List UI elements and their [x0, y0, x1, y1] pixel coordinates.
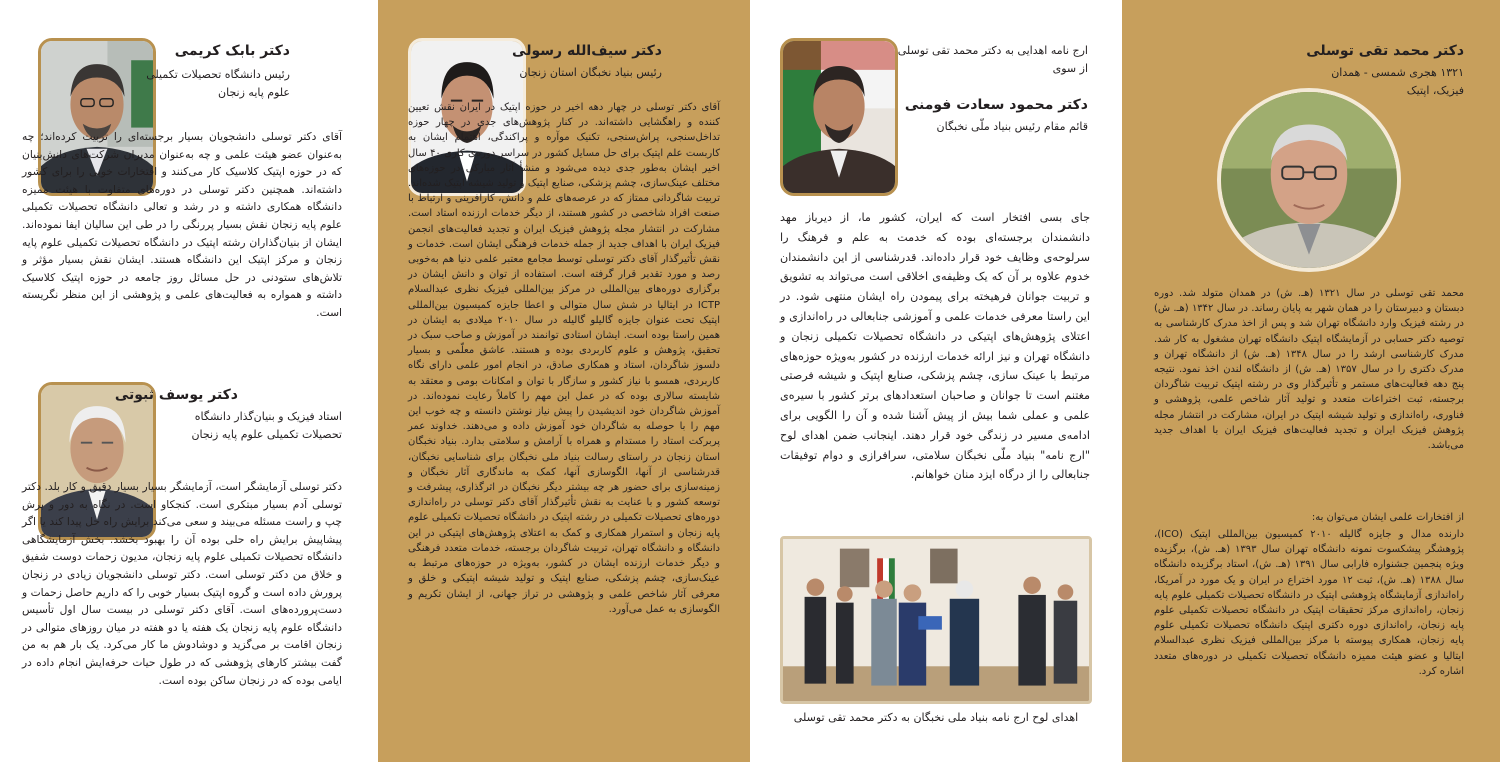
tavassoly-field: فیزیک، اپتیک: [1406, 84, 1464, 97]
portrait-tavassoly-image: [1221, 92, 1397, 268]
award-intro-line2: از سوی: [1052, 62, 1088, 75]
sobouti-statement: دکتر توسلی آزمایشگر است، آزمایشگر بسیار بسیار دقیق و کار بلد. دکتر توسلی آدم بسیار مبتکری است. کنجکاو است. در نگاه به دور و برش چپ و راست مسئله می‌بیند و سعی می‌کند برایش راه حل پیدا کند یا اگر پیشاپیش برایش راه حلی بوده آن را بهبود بخشد. بخش آزمایشگاهی دانشگاه تحصیلات تکمیلی علوم پایه زنجان، مدیون زحمات دوست شفیق و خلاق من دکتر توسلی است. دکتر توسلی دانشجویان زیادی در زنجان پرورش داده است و گروه اپتیک بسیار خوبی را که داریم حاصل زحمات و دست‌پرورده‌های است. آقای دکتر توسلی در بیست سال اول تأسیس دانشگاه علوم پایه زنجان یک هفته یا دو هفته در میان روزهای متوالی در زنجان اقامت بر می‌گزید و دوشادوش ما کار می‌کرد. یک بار هم به من گفت بیشتر کارهای پژوهشی که در طول حیات حرفه‌ایش انجام داده در ایامی بوده که در زنجان ساکن بوده است.: [22, 480, 342, 687]
photo-saadat-foumani: [780, 38, 898, 196]
karimi-role-line1: رئیس دانشگاه تحصیلات تکمیلی: [146, 68, 290, 81]
column-karimi-sobouti: [0, 0, 378, 762]
tavassoly-bio: محمد تقی توسلی در سال ۱۳۲۱ (هـ. ش) در همدان متولد شد. دوره دبستان و دبیرستان را در همان شهر به پایان رساند. در سال ۱۳۴۲ (هـ. ش) در رشته فیزیک وارد دانشگاه تهران شد و پس از اخذ مدرک کارشناسی به توصیه دکتر حسابی در آزمایشگاه اپتیک دانشگاه تهران مشغول به کار شد. مدرک کارشناسی ارشد را در سال ۱۳۴۸ (هـ. ش) از دانشگاه تهران و مدرک دکتری را در سال ۱۳۵۷ (هـ. ش) از دانشگاه لندن اخذ نمود. نتیجه پنج دهه فعالیت‌های مستمر و تأثیرگذار وی در رشته اپتیک تربیت شاگردان برجسته، ثبت اختراعات متعدد و تولید آثار شاخص علمی، پژوهشی و فناوری، راه‌اندازی و تولید شیشه اپتیک در ایران، مشارکت در انتشار مجله پژوهش فیزیک ایران و تجدید فعالیت‌های فیزیک ایران با اهداف جدید می‌باشد.: [1154, 288, 1465, 452]
rasouli-name: دکتر سیف‌الله رسولی: [512, 43, 662, 59]
saadat-foumani-role: قائم مقام رئیس بنیاد ملّی نخبگان: [936, 120, 1088, 133]
tavassoly-name: دکتر محمد تقی توسلی: [1306, 43, 1464, 59]
rasouli-statement: آقای دکتر توسلی در چهار دهه اخیر در حوزه اپتیک در ایران نقش تعیین کننده و راهگشایی داشته‌اند. در کنار پژوهش‌های جدی در چهار حوزه تداخل‌سنجی، پراش‌سنجی، تکنیک موآره و پراکندگی، اهتمام ایشان به کاربست علم اپتیک برای حل مسایل کشور در سراسر دوره‌ی کاری ۴۰ سال اخیر ایشان به‌طور جدی دیده می‌شود و منشأ آثار مبارکی در حوزه‌های مختلف عینک‌سازی، چشم پزشکی، صنایع اپتیک و تولید شیشه اپتیک شده‌اند. تربیت شاگردانی ممتاز که در عرصه‌های علم و دانش، کارآفرینی و ارتباط با صنعت افراد شاخصی در کشور هستند، از دیگر خدمات ارزنده استاد است. مشارکت در انتشار مجله پژوهش فیزیک ایران و تجدید فعالیت‌های انجمن فیزیک ایران با اهداف جدید از جمله خدمات فرهنگی ایشان است. خدمات و نقش تأثیرگذار آقای دکتر توسلی توسط مجامع معتبر علمی دنیا هم به‌خوبی رصد و مورد تقدیر قرار گرفته است. استفاده از توان و دانش ایشان در برگزاری دوره‌های بین‌المللی در مرکز بین‌المللی فیزیک نظری عبدالسلام ICTP در ایتالیا در شش سال متوالی و اعطا جایزه کمیسیون بین‌المللی اپتیک تحت عنوان جایزه گالیلو گالیله در سال ۲۰۱۰ میلادی به ایشان در همین راستا بوده است. ایشان استادی توانمند در آموزش و صاحب سبک در تحقیق، پژوهش و علوم کاربردی بوده و هستند. عاشق معلّمی و بسیار دلسوز شاگردان، استاد و همکاری صادق، در انجام امور علمی دارای نگاه کاربردی، همسو با نیاز کشور و سازگار با توان و امکانات بومی و معتقد به شایسته سالاری بوده که در عمل این مهم را کاملاً رعایت نموده‌اند. در آموزش شاگردان خود اندیشیدن را پیش نیاز نوشتن دانسته و چه خوب این مهم را با حوصله به شاگردان خود آموزش داده و می‌دهند. خداوند عمر پربرکت استاد را مستدام و همراه با آرامش و سلامتی بدارد. بنیاد نخبگان استان زنجان در راستای رسالت بنیاد ملی نخبگان برای شناسایی نخبگان، قدرشناسی از آنها، الگوسازی آنها، کمک به ماندگاری آثار نخبگان و زمینه‌سازی برای حضور هر چه بیشتر دیگر نخبگان در اثرگذاری، پیشرفت و توسعه کشور و با عنایت به نقش تأثیرگذار آقای دکتر توسلی در راه‌اندازی دوره‌های تحصیلات تکمیلی در رشته اپتیک در دانشگاه تحصیلات تکمیلی علوم پایه زنجان و استمرار همکاری و کمک به اعتلای پژوهش‌های اپتیکی در این دانشگاه و دانشگاه تهران، تربیت شاگردان برجسته، خدمات متعدد فرهنگی و دیگر خدمات ارزنده ایشان در کشور، به‌ویژه در حوزه‌های مرتبط به عینک‌سازی، چشم پزشکی، صنایع اپتیک و تولید شیشه اپتیکی و خلق و معرفی آثار شاخص علمی و پژوهشی در تراز جهانی، از ایشان تکریم و الگوسازی به عمل می‌آورد.: [408, 102, 720, 615]
karimi-name: دکتر بابک کریمی: [174, 43, 290, 59]
saadat-foumani-name: دکتر محمود سعادت فومنی: [904, 97, 1088, 113]
ceremony-photo-image: [783, 539, 1089, 701]
sobouti-role-line1: استاد فیزیک و بنیان‌گذار دانشگاه: [194, 410, 342, 423]
column-tavassoly-bio: [1122, 0, 1500, 762]
column-rasouli: [378, 0, 750, 762]
karimi-role-line2: علوم پایه زنجان: [218, 86, 290, 99]
sobouti-role-line2: تحصیلات تکمیلی علوم پایه زنجان: [191, 428, 342, 441]
ceremony-caption: اهدای لوح ارج نامه بنیاد ملی نخبگان به دکتر محمد تقی توسلی: [793, 711, 1079, 724]
award-letter: جای بسی افتخار است که ایران، کشور ما، از دیرباز مهد دانشمندان برجسته‌ای بوده که خدمت به علم و فرهنگ را سرلوحه‌ی وظایف خود قرار داده‌اند. قدرشناسی از این دانشمندان خدوم علاوه بر آن که یک وظیفه‌ی اخلاقی است می‌تواند به تشویق و تربیت جوانان فرهیخته برای پیمودن راه ایشان منتهی شود. در این راستا معرفی خدمات علمی و آموزشی جنابعالی در راه‌اندازی و اعتلای پژوهش‌های اپتیکی در دانشگاه تحصیلات تکمیلی زنجان و دانشگاه تهران و نیز ارائه خدمات ارزنده در کشور به‌ویژه حوزه‌های مرتبط با عینک سازی، چشم پزشکی، صنایع اپتیک و شیشه فرصتی مغتنم است تا جوانان و صاحبان استعدادهای برتر کشور با سیره‌ی علمی و عملی شما بیش از پیش آشنا شده و آن را الگویی برای ادامه‌ی مسیر در زندگی خود قرار دهند. اینجانب ضمن اهدای لوح "ارج نامه" بنیاد ملّی نخبگان سلامتی، سرافرازی و دوام توفیقات جنابعالی را از درگاه ایزد منان خواهانم.: [780, 211, 1090, 482]
column-saadat-foumani: [750, 0, 1122, 762]
sobouti-name: دکتر یوسف ثبوتی: [114, 387, 238, 403]
rasouli-role: رئیس بنیاد نخبگان استان زنجان: [519, 66, 662, 79]
photo-tavassoly: [1217, 88, 1401, 272]
tavassoly-birth: ۱۳۲۱ هجری شمسی - همدان: [1331, 66, 1464, 79]
tavassoly-honors-heading: از افتخارات علمی ایشان می‌توان به:: [1311, 512, 1464, 523]
award-intro-line1: ارج نامه اهدایی به دکتر محمد تقی توسلی: [897, 44, 1088, 57]
portrait-saadat-foumani-image: [783, 41, 895, 193]
photo-award-ceremony: [780, 536, 1092, 704]
tavassoly-honors: دارنده مدال و جایزه گالیله ۲۰۱۰ کمیسیون بین‌المللی اپتیک (ICO)، پژوهشگر پیشکسوت نمونه دانشگاه تهران سال ۱۳۹۳ (هـ. ش)، برگزیده ویژه پنجمین جشنواره فارابی سال ۱۳۹۱ (هـ. ش)، استاد برگزیده دانشگاه سال ۱۳۸۸ (هـ. ش)، ثبت ۱۲ مورد اختراع در ایران و یک مورد در آمریکا، راه‌اندازی آزمایشگاه پژوهشی اپتیک در دانشگاه تحصیلات تکمیلی علوم پایه زنجان، راه‌اندازی مرکز تحقیقات اپتیک در دانشگاه تحصیلات تکمیلی علوم پایه زنجان، راه‌اندازی دوره دکتری اپتیک دانشگاه تحصیلات تکمیلی علوم پایه زنجان، همکاری پیوسته با مرکز بین‌المللی فیزیک نظری عبدالسلام ایتالیا و عضو هیئت ممیزه دانشگاه تحصیلات تکمیلی در دوره‌های متعدد اشاره کرد.: [1154, 529, 1464, 677]
karimi-statement: آقای دکتر توسلی دانشجویان بسیار برجسته‌ای را تربیت کرده‌اند؛ چه به‌عنوان عضو هیئت علمی و چه به‌عنوان مدیران شرکت‌های دانش‌بنیان که در حوزه اپتیک کلاسیک کار می‌کنند و افتخارات خوبی را برای کشور داشته‌اند. همچنین دکتر توسلی در دوره‌های متفاوت با هیئت ممیزه دانشگاه همکاری داشته و در رشد و تعالی دانشگاه تحصیلات تکمیلی علوم پایه زنجان نقش بسیار پررنگی را در طی این سالیان ایفا نموده‌اند. ایشان از بنیان‌گذاران رشته اپتیک در دانشگاه تحصیلات تکمیلی علوم پایه زنجان و مرکز اپتیک این دانشگاه هستند. ایشان نقش بسیار مؤثر و تلاش‌های ستودنی در حل مسائل روز جامعه در حوزه اپتیک کلاسیک داشته و همواره به فعالیت‌های علمی و پژوهشی از این منظر نگریسته است.: [22, 130, 342, 319]
